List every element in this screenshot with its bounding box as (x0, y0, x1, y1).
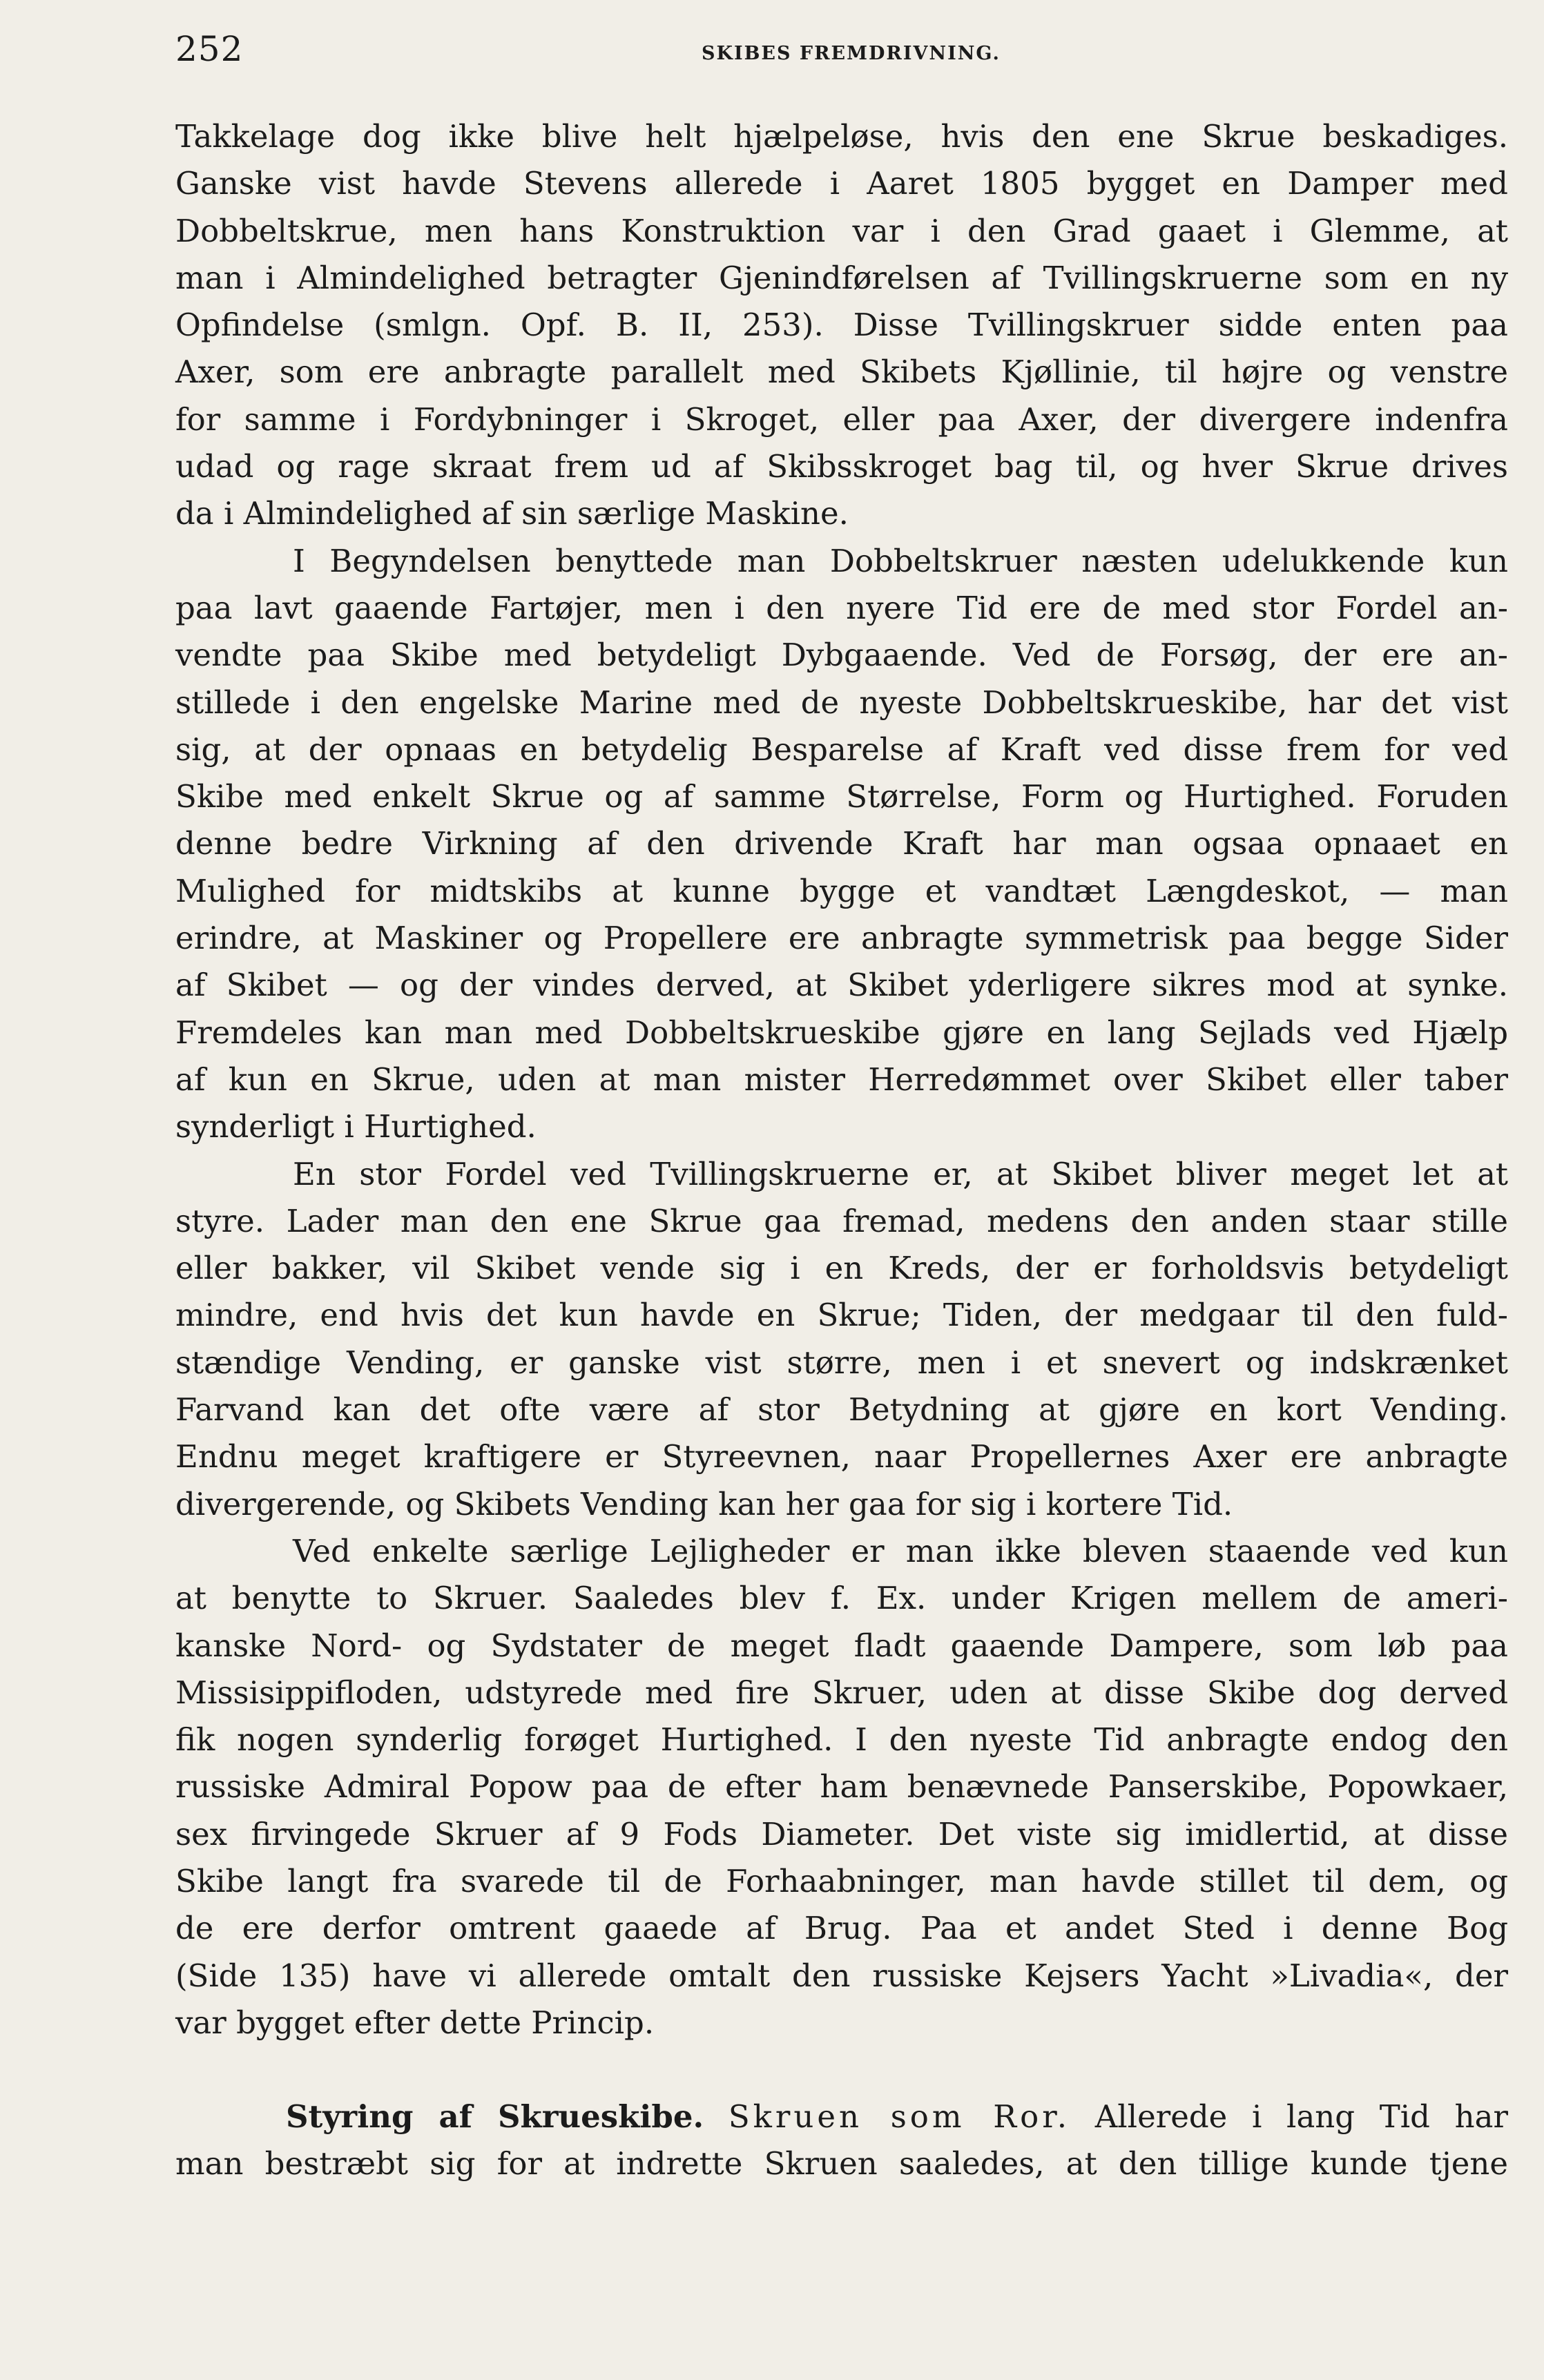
text-line: Skibe langt fra svarede til de Forhaabninger, man havde stillet til dem, og (175, 1862, 1508, 1899)
text-line: var bygget efter dette Princip. (175, 2004, 655, 2041)
text-line: at benytte to Skruer. Saaledes blev f. Ex. under Krigen mellem de ameri- (175, 1580, 1508, 1617)
text-line: Dobbeltskrue, men hans Konstruktion var i den Grad gaaet i Glemme, at (175, 212, 1508, 249)
text-line: sig, at der opnaas en betydelig Besparelse af Kraft ved disse frem for ved (175, 731, 1508, 768)
text-line: Ved enkelte særlige Lejligheder er man ikke bleven staaende ved kun (293, 1532, 1508, 1569)
text-line: Mulighed for midtskibs at kunne bygge et vandtæt Længdeskot, — man (175, 872, 1508, 909)
text-line: styre. Lader man den ene Skrue gaa fremad, medens den anden staar stille (175, 1202, 1508, 1239)
text-line: af kun en Skrue, uden at man mister Herredømmet over Skibet eller taber (175, 1061, 1508, 1098)
text-line: eller bakker, vil Skibet vende sig i en Kreds, der er forholdsvis betydeligt (175, 1250, 1508, 1287)
text-line: Takkelage dog ikke blive helt hjælpeløse, hvis den ene Skrue beskadiges. (175, 118, 1508, 155)
text-line: Skibe med enkelt Skrue og af samme Størrelse, Form og Hurtighed. Foruden (175, 778, 1508, 815)
text-line: for samme i Fordybninger i Skroget, eller paa Axer, der divergere indenfra (175, 400, 1508, 438)
text-line: Missisippifloden, udstyrede med fire Skruer, uden at disse Skibe dog derved (175, 1674, 1508, 1711)
text-line: I Begyndelsen benyttede man Dobbeltskruer næsten udelukkende kun (293, 542, 1508, 579)
text-line: Opfindelse (smlgn. Opf. B. II, 253). Disse Tvillingskruer sidde enten paa (175, 307, 1508, 344)
text-line: de ere derfor omtrent gaaede af Brug. Paa et andet Sted i denne Bog (175, 1910, 1508, 1947)
text-line: paa lavt gaaende Fartøjer, men i den nyere Tid ere de med stor Fordel an- (175, 589, 1508, 626)
text-line: fik nogen synderlig forøget Hurtighed. I den nyeste Tid anbragte endog den (175, 1721, 1508, 1759)
section-heading-line (175, 2093, 1508, 2140)
page-number: 252 (175, 29, 244, 69)
text-line: russiske Admiral Popow paa de efter ham benævnede Panserskibe, Popowkaer, (175, 1768, 1508, 1806)
text-line: (Side 135) have vi allerede omtalt den russiske Kejsers Yacht »Livadia«, der (175, 1957, 1508, 1994)
text-line: mindre, end hvis det kun havde en Skrue; Tiden, der medgaar til den fuld- (175, 1297, 1508, 1334)
text-line: synderligt i Hurtighed. (175, 1108, 537, 1145)
text-line: Fremdeles kan man med Dobbeltskrueskibe gjøre en lang Sejlads ved Hjælp (175, 1014, 1508, 1051)
text-line: Endnu meget kraftigere er Styreevnen, naar Propellernes Axer ere anbragte (175, 1438, 1508, 1476)
running-head: SKIBES FREMDRIVNING. (702, 43, 1001, 64)
text-line: stændige Vending, er ganske vist større, men i et snevert og indskrænket (175, 1344, 1508, 1381)
text-line: divergerende, og Skibets Vending kan her gaa for sig i kortere Tid. (175, 1485, 1233, 1522)
text-line: denne bedre Virkning af den drivende Kraft har man ogsaa opnaaet en (175, 825, 1508, 862)
text-line: kanske Nord- og Sydstater de meget fladt gaaende Dampere, som løb paa (175, 1627, 1508, 1664)
text-line: da i Almindelighed af sin særlige Maskine. (175, 495, 849, 532)
section-heading-rest: Allerede i lang Tid har (1094, 2098, 1508, 2136)
text-line: erindre, at Maskiner og Propellere ere anbragte symmetrisk paa begge Sider (175, 920, 1508, 957)
text-line: stillede i den engelske Marine med de nyeste Dobbeltskrueskibe, har det vist (175, 684, 1508, 721)
text-line: udad og rage skraat frem ud af Skibsskroget bag til, og hver Skrue drives (175, 448, 1508, 485)
body-text (175, 113, 1508, 2188)
text-line: Farvand kan det ofte være af stor Betydning at gjøre en kort Vending. (175, 1391, 1508, 1429)
text-line: sex firvingede Skruer af 9 Fods Diameter. Det viste sig imidlertid, at disse (175, 1815, 1508, 1852)
text-line: En stor Fordel ved Tvillingskruerne er, at Skibet bliver meget let at (293, 1155, 1508, 1192)
text-line: man i Almindelighed betragter Gjenindførelsen af Tvillingskruerne som en ny (175, 259, 1508, 296)
section-heading: Styring af Skrueskibe. (286, 2098, 704, 2136)
text-line: af Skibet — og der vindes derved, at Skibet yderligere sikres mod at synke. (175, 967, 1508, 1004)
text-line: man bestræbt sig for at indrette Skruen saaledes, at den tillige kunde tjene (175, 2145, 1508, 2183)
text-line: Axer, som ere anbragte parallelt med Skibets Kjøllinie, til højre og venstre (175, 354, 1508, 391)
text-line: vendte paa Skibe med betydeligt Dybgaaende. Ved de Forsøg, der ere an- (175, 637, 1508, 674)
text-line: Ganske vist havde Stevens allerede i Aaret 1805 bygget en Damper med (175, 165, 1508, 202)
section-subheading: Skruen som Ror. (728, 2098, 1071, 2136)
